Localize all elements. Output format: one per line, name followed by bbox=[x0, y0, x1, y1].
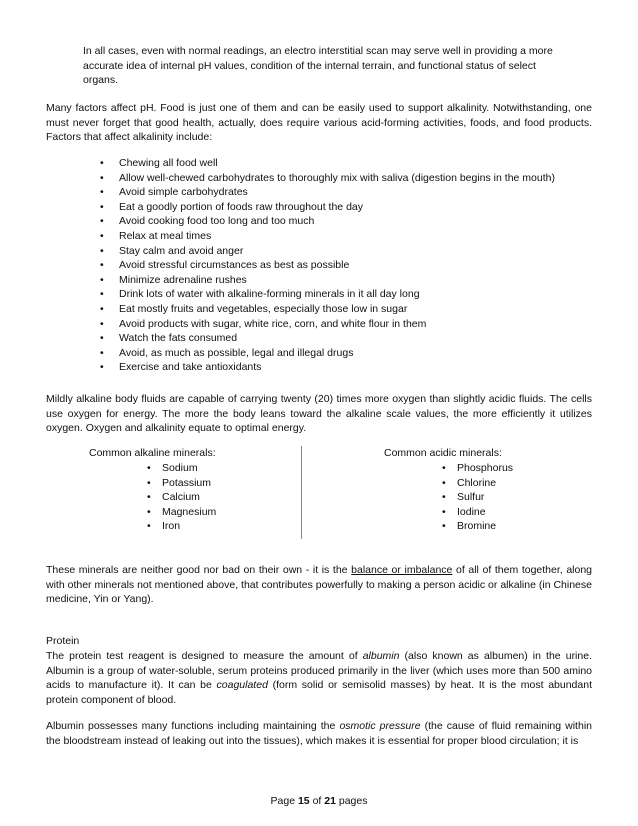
list-item: • Phosphorus bbox=[442, 461, 513, 476]
balance-text-before: These minerals are neither good nor bad on their own - it is the bbox=[46, 564, 352, 576]
list-item: • Avoid simple carbohydrates bbox=[100, 185, 555, 200]
list-item: • Stay calm and avoid anger bbox=[100, 244, 555, 259]
protein-italic-coagulated: coagulated bbox=[216, 679, 268, 692]
list-item: • Avoid, as much as possible, legal and illegal drugs bbox=[100, 346, 555, 361]
footer-current-page: 15 bbox=[297, 795, 310, 807]
protein-text-3: (form solid or semisolid masses) by heat. It is the most abundant protein component of blood. bbox=[46, 679, 592, 706]
alkaline-minerals-heading: Common alkaline minerals: bbox=[89, 447, 216, 459]
list-item: • Avoid products with sugar, white rice, corn, and white flour in them bbox=[100, 317, 555, 332]
albumin-text-1: Albumin possesses many functions including maintaining the bbox=[46, 720, 340, 732]
list-item: • Iron bbox=[147, 519, 216, 534]
list-item: • Avoid stressful circumstances as best as possible bbox=[100, 258, 555, 273]
footer-middle: of bbox=[309, 795, 325, 807]
list-item: • Eat mostly fruits and vegetables, especially those low in sugar bbox=[100, 302, 555, 317]
protein-heading: Protein bbox=[46, 635, 80, 647]
balance-text-after: of all of them together, along with other minerals not mentioned above, that contributes powerfully to making a person acidic or alkaline (in Chinese medicine, Yin or Yang). bbox=[46, 564, 593, 606]
albumin-italic-osmotic: osmotic pressure bbox=[339, 720, 421, 732]
list-item: • Sulfur bbox=[442, 490, 513, 505]
albumin-paragraph bbox=[46, 719, 592, 748]
list-item: • Chewing all food well bbox=[100, 156, 555, 171]
alkaline-minerals-list bbox=[147, 461, 216, 534]
protein-italic-albumin: albumin bbox=[362, 650, 400, 662]
list-item: • Iodine bbox=[442, 505, 513, 520]
list-item: • Allow well-chewed carbohydrates to thoroughly mix with saliva (digestion begins in the mouth) bbox=[100, 171, 555, 186]
list-item: • Sodium bbox=[147, 461, 216, 476]
protein-paragraph bbox=[46, 649, 592, 707]
list-item: • Bromine bbox=[442, 519, 513, 534]
acidic-minerals-heading: Common acidic minerals: bbox=[384, 447, 502, 459]
list-item: • Potassium bbox=[147, 476, 216, 491]
list-item: • Watch the fats consumed bbox=[100, 331, 555, 346]
footer-total-pages: 21 bbox=[324, 795, 336, 807]
balance-paragraph bbox=[46, 563, 592, 607]
list-item: • Chlorine bbox=[442, 476, 513, 491]
intro-paragraph: In all cases, even with normal readings, an electro interstitial scan may serve well in providing a more accurate idea of internal pH values, condition of the internal terrain, and functional status of select organs. bbox=[83, 45, 553, 87]
acidic-minerals-list bbox=[442, 461, 513, 534]
oxygen-paragraph: Mildly alkaline body fluids are capable of carrying twenty (20) times more oxygen than slightly acidic fluids. The cells use oxygen for energy. The more the body leans toward the alkaline scale values, the more efficiently it utilizes oxygen. Oxygen and alkalinity equate to optimal energy. bbox=[46, 393, 592, 435]
column-divider bbox=[301, 446, 302, 539]
list-item: • Relax at meal times bbox=[100, 229, 555, 244]
footer-prefix: Page bbox=[270, 795, 298, 807]
factors-list bbox=[100, 156, 555, 375]
list-item: • Exercise and take antioxidants bbox=[100, 360, 555, 375]
list-item: • Avoid cooking food too long and too much bbox=[100, 214, 555, 229]
factors-paragraph: Many factors affect pH. Food is just one of them and can be easily used to support alkalinity. Notwithstanding, one must never forget that good health, actually, does require various acid-forming activities, foods, and food products. Factors that affect alkalinity include: bbox=[46, 102, 592, 144]
list-item: • Drink lots of water with alkaline-forming minerals in it all day long bbox=[100, 287, 555, 302]
footer-suffix: pages bbox=[335, 795, 368, 807]
list-item: • Minimize adrenaline rushes bbox=[100, 273, 555, 288]
protein-text-2: (also known as albumen) in the urine. Albumin is a group of water-soluble, serum proteins produced primarily in the liver (which uses more than 500 amino acids to manufacture it). It can be bbox=[46, 650, 592, 692]
page-footer bbox=[0, 794, 638, 809]
list-item: • Magnesium bbox=[147, 505, 216, 520]
list-item: • Eat a goodly portion of foods raw throughout the day bbox=[100, 200, 555, 215]
balance-underlined-text: balance or imbalance bbox=[351, 564, 453, 576]
albumin-text-2: (the cause of fluid remaining within the bloodstream instead of leaking out into the tissues), which makes it is essential for proper blood circulation; it is bbox=[46, 720, 592, 747]
protein-text-1: The protein test reagent is designed to measure the amount of bbox=[46, 650, 363, 662]
list-item: • Calcium bbox=[147, 490, 216, 505]
